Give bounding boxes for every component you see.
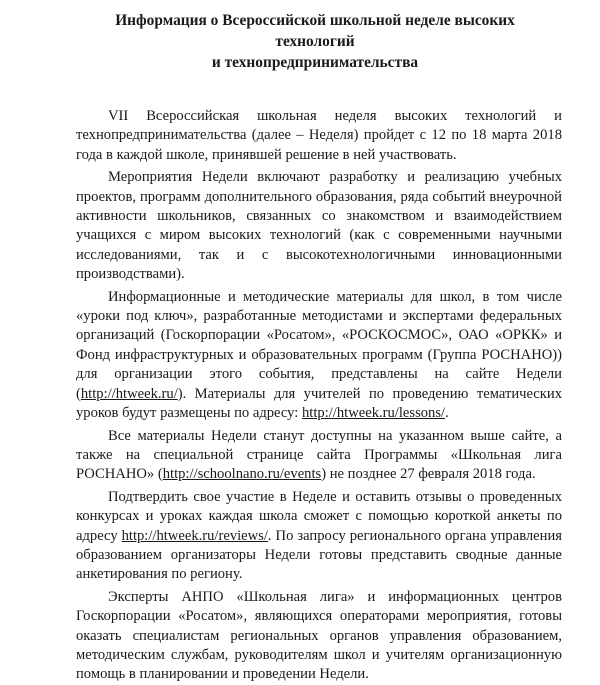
title-line-1: Информация о Всероссийской школьной неделе высоких технологий [115,12,515,50]
document-body [76,107,562,685]
paragraph-experts: Эксперты АНПО «Школьная лига» и информационных центров Госкорпорации «Росатом», являющихся операторами мероприятия, готовы оказать специалистам региональных органов управления образованием, методическим службам, руководителям школ и учителям организационную помощь в планировании и проведении Недели. [76,588,562,683]
paragraph-availability-text-b: ) не позднее 27 февраля 2018 года. [321,466,536,483]
link-htweek[interactable]: http://htweek.ru/ [80,385,178,402]
title-line-2: и технопредпринимательства [211,54,419,71]
link-schoolnano-events[interactable]: http://schoolnano.ru/events [162,466,322,483]
paragraph-participation-text-a: Подтвердить свое участие в Неделе и оставить отзывы о проведенных конкурсах и уроках каждая школа сможет с помощью короткой анкеты по адресу [76,488,562,544]
paragraph-participation-text-b: . По запросу регионального органа управления образованием организаторы Недели готовы представить сводные данные анкетирования по региону. [76,527,562,583]
link-htweek-reviews[interactable]: http://htweek.ru/reviews/ [121,527,268,544]
paragraph-dates: VII Всероссийская школьная неделя высоких технологий и технопредпринимательства (далее – Неделя) пройдет с 12 по 18 марта 2018 года в каждой школе, принявшей решение в ней участвовать. [76,108,562,163]
link-htweek-lessons[interactable]: http://htweek.ru/lessons/ [301,405,446,422]
paragraph-activities: Мероприятия Недели включают разработку и реализацию учебных проектов, программ дополнительного образования, ряда событий внеурочной активности школьников, связанных со знакомством и взаимодействием учащихся с миром высоких технологий (как с современными научными исследованиями, так и с высокотехнологичными инновационными производствами). [76,169,562,283]
paragraph-materials-text-b: ). Материалы для учителей по проведению тематических уроков будут размещены по адресу: [76,385,562,422]
paragraph-availability [76,427,562,485]
paragraph-participation [76,488,562,585]
paragraph-availability-text-a: Все материалы Недели станут доступны на указанном выше сайте, а также на специальной странице сайта Программы «Школьная лига РОСНАНО» ( [76,427,562,483]
paragraph-materials-text-c: . [445,405,449,422]
paragraph-materials [76,288,562,424]
document-title [76,10,562,73]
paragraph-materials-text-a: Информационные и методические материалы для школ, в том числе «уроки под ключ», разработанные методистами и экспертами федеральных организаций (Госкорпорации «Росатом», «РОСКОСМОС», ОАО «ОРКК» и Фонд инфраструктурных и образовательных программ (Группа РОСНАНО)) для организации этого события, представлены на сайте Недели ( [76,288,562,402]
